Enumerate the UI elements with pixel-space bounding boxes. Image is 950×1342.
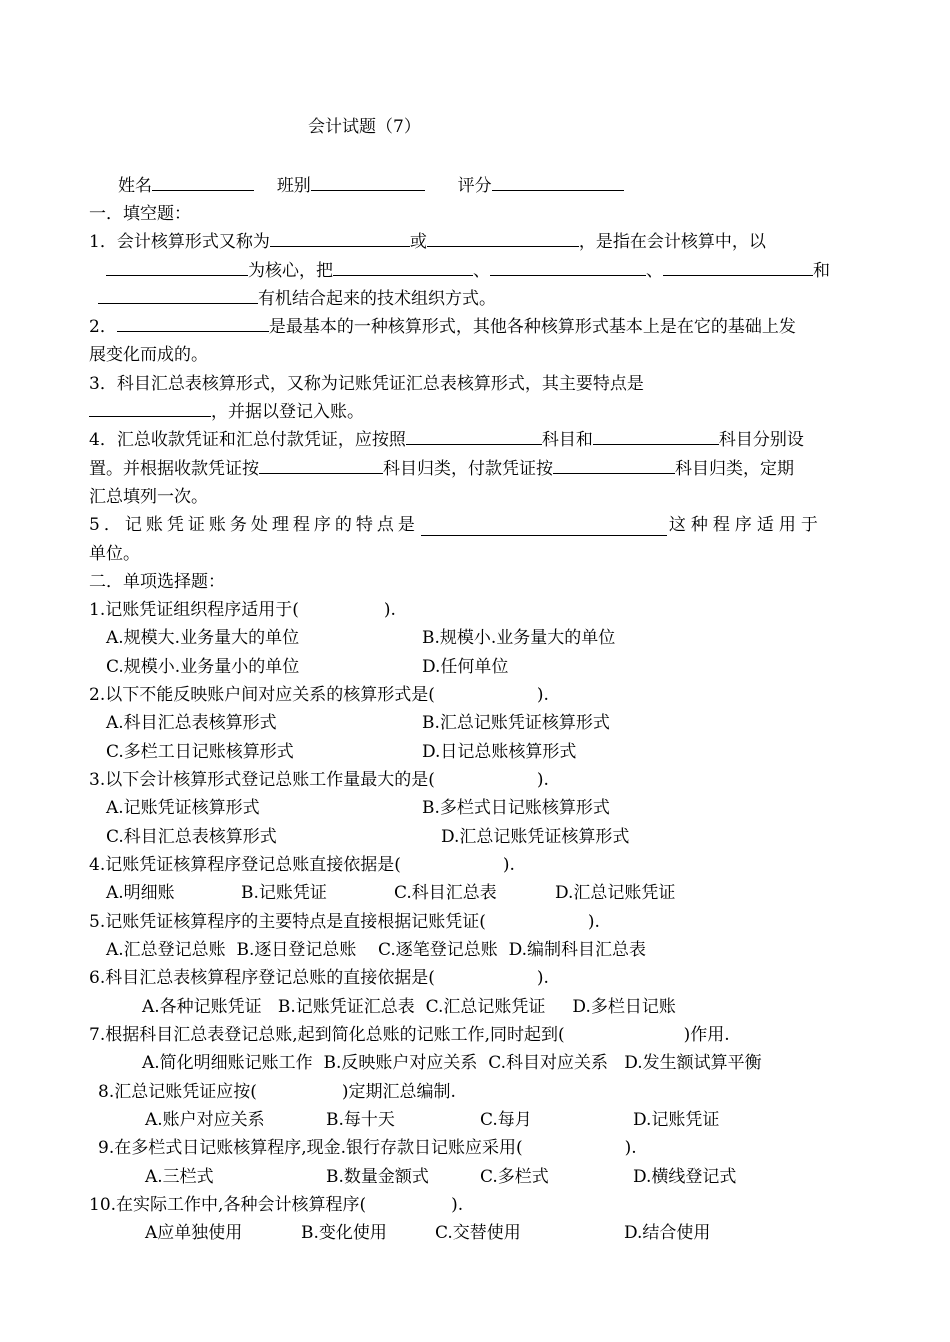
mc-q7-stem: 7.根据科目汇总表登记总账,起到简化总账的记账工作,同时起到( )作用. — [89, 1025, 730, 1045]
mc-q8-option-c: C.每月 — [480, 1110, 532, 1130]
mc-q3-option-c: C.科目汇总表核算形式 — [106, 827, 277, 847]
answer-blank — [593, 429, 719, 445]
answer-blank — [259, 458, 383, 474]
mc-q1-option-a: A.规模大.业务量大的单位 — [106, 628, 300, 648]
mc-q7-options: A.简化明细账记账工作 B.反映账户对应关系 C.科目对应关系 D.发生额试算平衡 — [142, 1053, 762, 1073]
mc-q9-option-a: A.三栏式 — [145, 1167, 214, 1187]
mc-q10-stem: 10.在实际工作中,各种会计核算程序( ). — [89, 1195, 464, 1215]
fill-q5-line1: 5．记账凭证账务处理程序的特点是 这种程序适用于 — [89, 515, 823, 535]
mc-q9-option-c: C.多栏式 — [480, 1167, 549, 1187]
mc-q4-stem: 4.记账凭证核算程序登记总账直接依据是( ). — [89, 855, 515, 875]
class-label: 班别 — [276, 176, 311, 196]
mc-q6-options: A.各种记账凭证 B.记账凭证汇总表 C.汇总记账凭证 D.多栏日记账 — [142, 997, 676, 1017]
mc-q2-option-d: D.日记总账核算形式 — [422, 742, 577, 762]
mc-q3-option-a: A.记账凭证核算形式 — [106, 798, 260, 818]
mc-q6-stem: 6.科目汇总表核算程序登记总账的直接依据是( ). — [89, 968, 549, 988]
student-info-row — [118, 175, 624, 197]
fill-q5-line2: 单位。 — [89, 544, 140, 564]
mc-q10-option-d: D.结合使用 — [624, 1223, 711, 1243]
answer-blank — [98, 288, 258, 304]
fill-q2-line2: 展变化而成的。 — [89, 345, 208, 365]
answer-blank — [270, 231, 410, 247]
mc-q9-stem: 9.在多栏式日记账核算程序,现金.银行存款日记账应采用( ). — [98, 1138, 637, 1158]
fill-q1-line2: 为核心，把 、 、 和 — [106, 260, 830, 282]
page-title: 会计试题（7） — [308, 117, 421, 137]
fill-q3-line1: 3．科目汇总表核算形式，又称为记账凭证汇总表核算形式，其主要特点是 — [89, 374, 644, 394]
answer-blank — [406, 429, 542, 445]
mc-q10-option-c: C.交替使用 — [435, 1223, 521, 1243]
mc-q1-option-d: D.任何单位 — [422, 657, 509, 677]
mc-q5-stem: 5.记账凭证核算程序的主要特点是直接根据记账凭证( ). — [89, 912, 600, 932]
fill-q2-line1: 2． 是最基本的一种核算形式，其他各种核算形式基本上是在它的基础上发 — [89, 317, 796, 337]
answer-blank — [490, 260, 646, 276]
answer-blank — [427, 231, 579, 247]
mc-q10-option-a: A应单独使用 — [145, 1223, 243, 1243]
mc-q10-option-b: B.变化使用 — [301, 1223, 387, 1243]
name-blank — [152, 175, 254, 191]
mc-q4-option-d: D.汇总记账凭证 — [555, 883, 676, 903]
mc-q3-option-b: B.多栏式日记账核算形式 — [422, 798, 610, 818]
mc-q1-stem: 1.记账凭证组织程序适用于( ). — [89, 600, 396, 620]
mc-q5-options: A.汇总登记总账 B.逐日登记总账 C.逐笔登记总账 D.编制科目汇总表 — [106, 940, 647, 960]
mc-q3-stem: 3.以下会计核算形式登记总账工作量最大的是( ). — [89, 770, 549, 790]
answer-blank — [117, 316, 269, 332]
mc-q3-option-d: D.汇总记账凭证核算形式 — [441, 827, 630, 847]
fill-q1-line1: 1．会计核算形式又称为 或 ，是指在会计核算中，以 — [89, 232, 766, 252]
class-blank — [311, 175, 425, 191]
mc-q1-option-c: C.规模小.业务量小的单位 — [106, 657, 300, 677]
mc-q8-option-d: D.记账凭证 — [633, 1110, 720, 1130]
fill-q3-line2: ，并据以登记入账。 — [89, 401, 364, 423]
fill-q4-line2: 置。并根据收款凭证按 科目归类，付款凭证按 科目归类，定期 — [89, 459, 794, 479]
mc-q1-option-b: B.规模小.业务量大的单位 — [422, 628, 616, 648]
section2-heading: 二．单项选择题： — [89, 572, 225, 592]
name-label: 姓名 — [118, 176, 152, 196]
score-blank — [492, 175, 624, 191]
mc-q8-option-b: B.每十天 — [326, 1110, 395, 1130]
mc-q2-option-c: C.多栏工日记账核算形式 — [106, 742, 294, 762]
answer-blank — [333, 260, 473, 276]
mc-q4-option-b: B.记账凭证 — [241, 883, 327, 903]
fill-q4-line1: 4．汇总收款凭证和汇总付款凭证，应按照 科目和 科目分别设 — [89, 430, 804, 450]
answer-blank — [663, 260, 813, 276]
mc-q4-option-c: C.科目汇总表 — [394, 883, 497, 903]
answer-blank — [553, 458, 675, 474]
mc-q2-option-a: A.科目汇总表核算形式 — [106, 713, 277, 733]
mc-q8-option-a: A.账户对应关系 — [145, 1110, 265, 1130]
answer-blank — [89, 401, 211, 417]
fill-q1-line3: 有机结合起来的技术组织方式。 — [98, 288, 496, 310]
mc-q2-option-b: B.汇总记账凭证核算形式 — [422, 713, 610, 733]
answer-blank — [421, 520, 667, 536]
mc-q4-option-a: A.明细账 — [106, 883, 175, 903]
mc-q2-stem: 2.以下不能反映账户间对应关系的核算形式是( ). — [89, 685, 549, 705]
mc-q9-option-b: B.数量金额式 — [326, 1167, 429, 1187]
mc-q8-stem: 8.汇总记账凭证应按( )定期汇总编制. — [98, 1082, 456, 1102]
fill-q4-line3: 汇总填列一次。 — [89, 487, 208, 507]
score-label: 评分 — [457, 176, 492, 196]
section1-heading: 一．填空题： — [89, 204, 191, 224]
mc-q9-option-d: D.横线登记式 — [633, 1167, 737, 1187]
answer-blank — [106, 260, 248, 276]
